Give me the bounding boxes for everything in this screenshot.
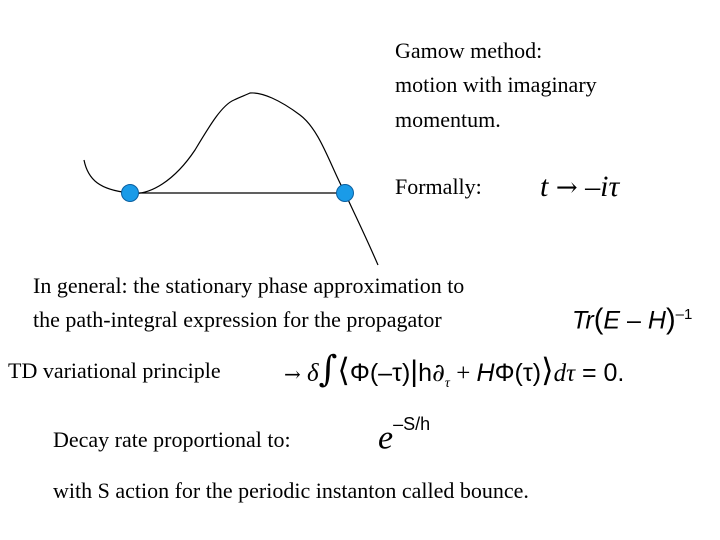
formula-tau: τ bbox=[608, 170, 620, 203]
td-partial: ∂ bbox=[431, 358, 445, 387]
decay-exponent: –S/h bbox=[393, 414, 431, 434]
propagator-formula bbox=[572, 300, 692, 335]
decay-label: Decay rate proportional to: bbox=[53, 427, 291, 452]
general-line-2: the path-integral expression for the propagator bbox=[33, 307, 442, 332]
turning-point-right bbox=[337, 185, 354, 202]
td-partial-subscript: τ bbox=[444, 376, 450, 391]
td-rangle: ⟩ bbox=[541, 351, 554, 389]
td-dtau: dτ bbox=[553, 360, 576, 387]
formally-label: Formally: bbox=[395, 174, 482, 199]
turning-point-left bbox=[122, 185, 139, 202]
wick-rotation-formula bbox=[540, 170, 619, 205]
td-phi-minus-tau: Φ(–τ) bbox=[349, 359, 411, 387]
gamow-line-1: Gamow method: bbox=[395, 38, 543, 63]
gamow-line-3: momentum. bbox=[395, 107, 501, 132]
td-label: TD variational principle bbox=[8, 358, 221, 383]
propagator-close: ) bbox=[665, 303, 676, 336]
formula-i: i bbox=[600, 170, 609, 203]
td-bar: | bbox=[410, 355, 419, 388]
decay-e: e bbox=[378, 419, 394, 457]
propagator-h: H bbox=[647, 306, 666, 335]
td-integral: ∫ bbox=[318, 349, 338, 390]
potential-curve bbox=[84, 93, 378, 265]
propagator-tr: Tr bbox=[572, 306, 594, 335]
general-line-1: In general: the stationary phase approximation to bbox=[33, 273, 465, 298]
decay-formula bbox=[378, 410, 430, 458]
propagator-e: E bbox=[603, 306, 621, 335]
propagator-exponent: –1 bbox=[675, 306, 693, 323]
propagator-minus: – bbox=[620, 306, 648, 335]
td-formula bbox=[284, 349, 625, 402]
td-arrow: → bbox=[284, 362, 301, 386]
bounce-text: with S action for the periodic instanton called bounce. bbox=[53, 478, 529, 503]
formula-minus: – bbox=[585, 170, 601, 203]
gamow-line-2: motion with imaginary bbox=[395, 72, 597, 97]
td-plus: + bbox=[449, 360, 477, 387]
propagator-open: ( bbox=[593, 303, 604, 336]
td-phi-tau: Φ(τ) bbox=[494, 359, 542, 387]
td-hamiltonian: H bbox=[476, 359, 495, 387]
td-hbar: h bbox=[418, 359, 432, 387]
td-equals-zero: = 0. bbox=[575, 359, 625, 387]
formula-arrow: → bbox=[555, 173, 578, 203]
formula-t: t bbox=[540, 170, 549, 203]
td-delta: δ bbox=[307, 360, 319, 387]
td-langle: ⟨ bbox=[337, 351, 350, 389]
